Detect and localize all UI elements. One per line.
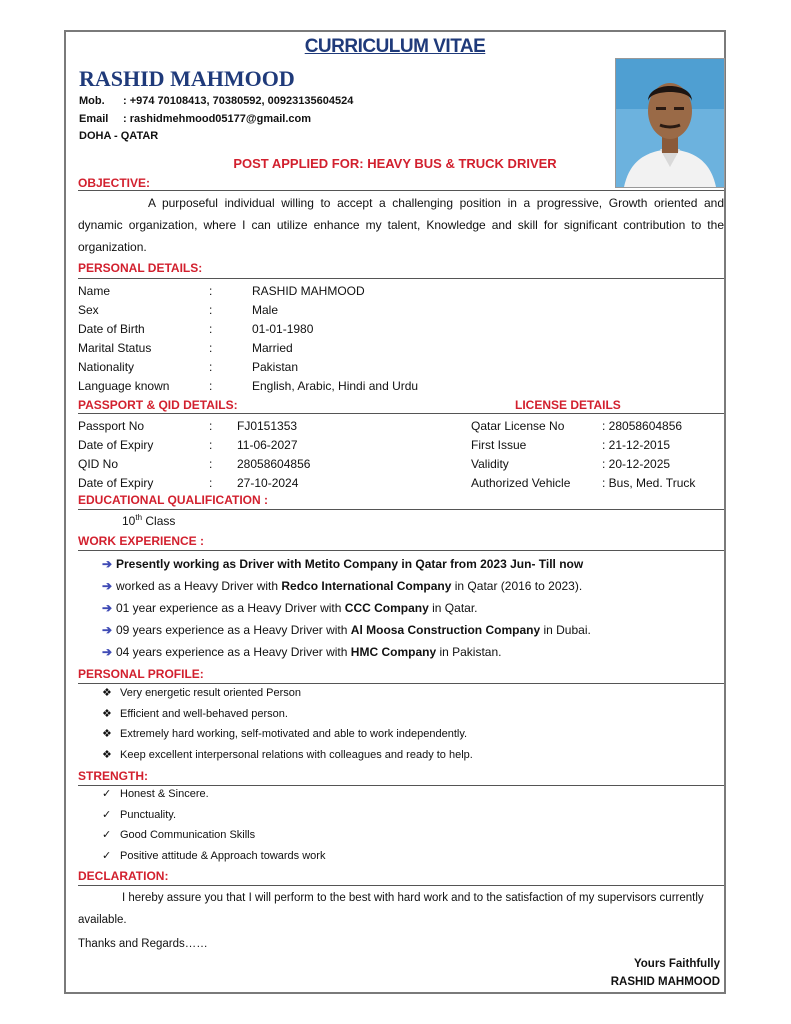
passport-value: 27-10-2024: [237, 476, 299, 490]
personal-details-table: [78, 284, 418, 398]
passport-heading: PASSPORT & QID DETAILS:: [78, 398, 238, 412]
check-icon: ✓: [102, 788, 112, 800]
closing-line: Yours Faithfully: [633, 958, 720, 970]
declaration-text: I hereby assure you that I will perform to the best with hard work and to the satisfaction of my supervisors currently available.: [78, 892, 704, 926]
document-title: CURRICULUM VITAE: [304, 36, 486, 57]
work-rule: [78, 550, 724, 551]
strength-item: [102, 828, 325, 849]
passport-value: FJ0151353: [237, 419, 298, 433]
profile-rule: [78, 683, 724, 684]
detail-row: [78, 303, 418, 322]
profile-item-text: Very energetic result oriented Person: [120, 687, 301, 699]
signature-name: RASHID MAHMOOD: [610, 976, 720, 988]
diamond-bullet-icon: ❖: [102, 748, 112, 761]
arrow-bullet-icon: ➔: [102, 601, 113, 615]
education-rule: [78, 509, 724, 510]
work-item-bold: Redco International Company: [281, 579, 452, 593]
license-row: [471, 457, 695, 476]
license-value: : Bus, Med. Truck: [602, 476, 696, 490]
work-item: [102, 645, 722, 667]
email-value: : rashidmehmood05177@gmail.com: [123, 113, 312, 125]
passport-sep: :: [209, 476, 213, 490]
strength-item: [102, 808, 325, 829]
detail-sep: :: [209, 341, 213, 355]
license-table: [471, 419, 695, 495]
passport-row: [78, 438, 310, 457]
detail-sep: :: [209, 360, 213, 374]
strength-item-text: Honest & Sincere.: [120, 788, 209, 800]
work-item: [102, 579, 722, 601]
detail-sep: :: [209, 379, 213, 393]
profile-item: [102, 748, 473, 769]
detail-sep: :: [209, 322, 213, 336]
work-item-text: worked as a Heavy Driver with: [116, 579, 282, 593]
thanks-line: Thanks and Regards……: [78, 938, 208, 950]
passport-value: 28058604856: [237, 457, 311, 471]
objective-text: A purposeful individual willing to accept a challenging position in a progressive, Growth oriented and dynamic organization, where I can utilize enhance my talent, Knowledge and skill for significant contribution to the organization.: [78, 196, 724, 254]
work-item-bold: Al Moosa Construction Company: [350, 623, 541, 637]
license-row: [471, 476, 695, 495]
work-item-text: in Qatar.: [428, 601, 478, 615]
work-item-text: in Qatar (2016 to 2023).: [451, 579, 583, 593]
detail-row: [78, 341, 418, 360]
mobile-value: : +974 70108413, 70380592, 00923135604524: [123, 95, 354, 107]
profile-item-text: Efficient and well-behaved person.: [120, 707, 288, 720]
candidate-name: RASHID MAHMOOD: [79, 66, 295, 91]
strength-heading: STRENGTH:: [78, 769, 148, 783]
check-icon: ✓: [102, 849, 112, 862]
profile-heading: PERSONAL PROFILE:: [78, 667, 204, 681]
detail-value: Pakistan: [252, 360, 299, 374]
strength-list: [102, 787, 325, 869]
work-item-text: in Pakistan.: [436, 645, 502, 659]
arrow-bullet-icon: ➔: [102, 645, 113, 659]
mobile-line: [79, 95, 353, 107]
strength-item-text: Good Communication Skills: [120, 829, 256, 841]
education-heading: EDUCATIONAL QUALIFICATION :: [78, 493, 268, 507]
email-line: [79, 113, 311, 125]
strength-item-text: Positive attitude & Approach towards work: [120, 849, 326, 862]
strength-item: [102, 849, 325, 870]
detail-value: 01-01-1980: [252, 322, 314, 336]
passport-label: QID No: [78, 457, 119, 471]
work-item: [102, 623, 722, 645]
objective-rule: [78, 190, 724, 191]
profile-item: [102, 727, 473, 748]
license-value: : 21-12-2015: [602, 438, 671, 452]
work-item-text: 09 years experience as a Heavy Driver with: [116, 623, 351, 637]
passport-row: [78, 457, 310, 476]
license-label: Authorized Vehicle: [471, 476, 571, 490]
passport-sep: :: [209, 457, 213, 471]
personal-details-rule: [78, 278, 724, 279]
education-num: 10: [122, 514, 136, 528]
detail-row: [78, 284, 418, 303]
work-list: [102, 557, 722, 667]
location: DOHA - QATAR: [79, 130, 159, 142]
diamond-bullet-icon: ❖: [102, 728, 112, 740]
personal-details-heading: PERSONAL DETAILS:: [78, 261, 203, 275]
passport-sep: :: [209, 438, 213, 452]
work-item: [102, 601, 722, 623]
work-item-text: 04 years experience as a Heavy Driver with: [116, 645, 351, 659]
profile-item-text: Extremely hard working, self-motivated and able to work independently.: [120, 728, 468, 740]
license-value: : 20-12-2025: [602, 457, 671, 471]
strength-item-text: Punctuality.: [120, 808, 177, 821]
detail-row: [78, 379, 418, 398]
detail-label: Name: [78, 284, 111, 298]
check-icon: ✓: [102, 808, 112, 821]
detail-row: [78, 360, 418, 379]
detail-label: Language known: [78, 379, 170, 393]
work-item-text: 01 year experience as a Heavy Driver with: [116, 601, 345, 615]
education-rest: Class: [142, 514, 176, 528]
detail-value: Married: [252, 341, 293, 355]
license-value: : 28058604856: [602, 419, 683, 433]
detail-label: Nationality: [78, 360, 135, 374]
declaration-heading: DECLARATION:: [78, 869, 169, 883]
license-label: Qatar License No: [471, 419, 565, 433]
education-sup: th: [135, 513, 143, 522]
license-label: First Issue: [471, 438, 527, 452]
work-item-text: in Dubai.: [540, 623, 591, 637]
profile-item: [102, 707, 473, 728]
mobile-label: Mob.: [79, 95, 105, 107]
work-heading: WORK EXPERIENCE :: [78, 534, 205, 548]
arrow-bullet-icon: ➔: [102, 623, 113, 637]
work-item-bold: HMC Company: [350, 645, 437, 659]
strength-rule: [78, 785, 724, 786]
license-row: [471, 438, 695, 457]
passport-row: [78, 419, 310, 438]
arrow-bullet-icon: ➔: [102, 557, 113, 571]
check-icon: ✓: [102, 829, 112, 841]
education-item: [122, 513, 175, 528]
detail-value: English, Arabic, Hindi and Urdu: [252, 379, 419, 393]
declaration-rule: [78, 885, 724, 886]
email-label: Email: [79, 113, 109, 125]
passport-value: 11-06-2027: [237, 438, 298, 452]
passport-label: Date of Expiry: [78, 476, 154, 490]
passport-label: Passport No: [78, 419, 145, 433]
arrow-bullet-icon: ➔: [102, 579, 113, 593]
license-label: Validity: [471, 457, 509, 471]
post-applied: POST APPLIED FOR: HEAVY BUS & TRUCK DRIVER: [233, 156, 557, 171]
detail-sep: :: [209, 303, 213, 317]
profile-item-text: Keep excellent interpersonal relations with colleagues and ready to help.: [120, 748, 473, 761]
detail-row: [78, 322, 418, 341]
work-item-bold: CCC Company: [344, 601, 429, 615]
license-heading: LICENSE DETAILS: [515, 398, 621, 412]
strength-item: [102, 787, 325, 808]
detail-value: RASHID MAHMOOD: [252, 284, 365, 298]
cv-page: [64, 30, 726, 994]
work-item-bold: Presently working as Driver with Metito Company in Qatar from 2023 Jun- Till now: [116, 557, 584, 571]
detail-value: Male: [252, 303, 279, 317]
profile-item: [102, 686, 473, 707]
detail-label: Sex: [78, 303, 99, 317]
profile-list: [102, 686, 473, 768]
work-item: [102, 557, 722, 579]
detail-label: Marital Status: [78, 341, 152, 355]
license-row: [471, 419, 695, 438]
passport-rule: [78, 413, 724, 414]
diamond-bullet-icon: ❖: [102, 687, 112, 699]
passport-sep: :: [209, 419, 213, 433]
passport-label: Date of Expiry: [78, 438, 154, 452]
detail-sep: :: [209, 284, 213, 298]
objective-heading: OBJECTIVE:: [78, 176, 151, 190]
diamond-bullet-icon: ❖: [102, 707, 112, 720]
detail-label: Date of Birth: [78, 322, 145, 336]
passport-table: [78, 419, 310, 495]
